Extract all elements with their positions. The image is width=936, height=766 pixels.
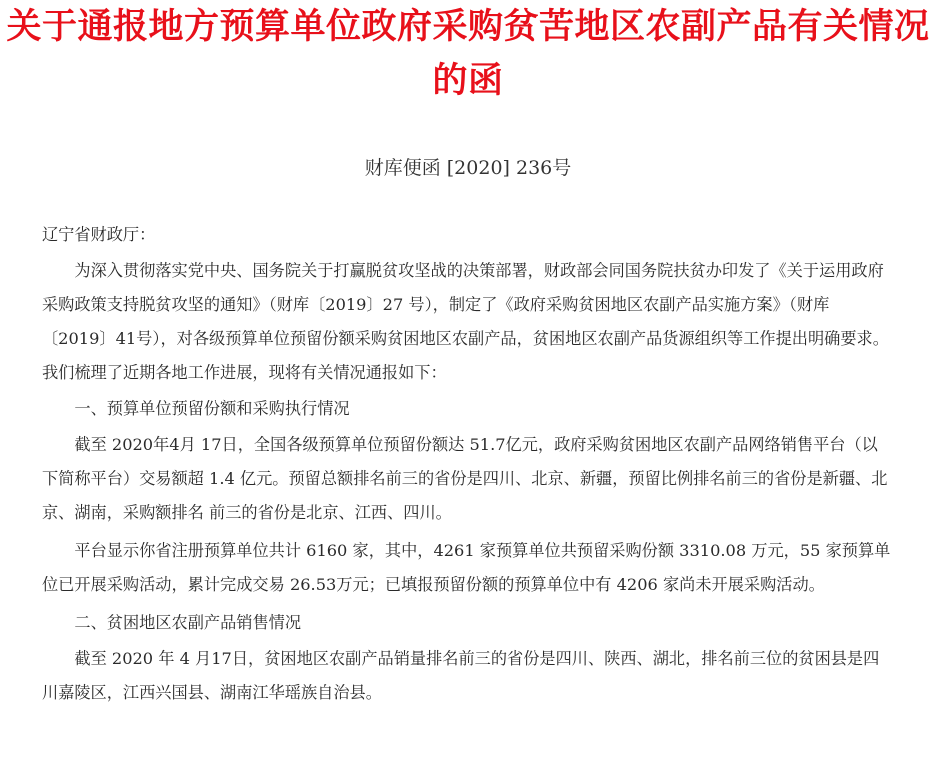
- document-number: 财库便函 [2020] 236号: [364, 157, 572, 179]
- paragraph-platform-stats: 平台显示你省注册预算单位共计 6160 家，其中，4261 家预算单位共预留采购份额 3310.08 万元，55 家预算单位已开展采购活动，累计完成交易 26.53万元；已填报预留份额的预算单位中有 4206 家尚未开展采购活动。: [42, 541, 891, 594]
- paragraph-sales: 截至 2020 年 4 月17日，贫困地区农副产品销量排名前三的省份是四川、陕西、湖北，排名前三位的贫困县是四川嘉陵区，江西兴国县、湖南江华瑶族自治县。: [42, 649, 880, 702]
- paragraph-budget-reservation: 截至 2020年4月 17日，全国各级预算单位预留份额达 51.7亿元，政府采购贫困地区农副产品网络销售平台（以下简称平台）交易额超 1.4 亿元。预留总额排名前三的省份是四川、北京、新疆，预留比例排名前三的省份是新疆、北京、湖南，采购额排名 前三的省份是北京、江西、四川。: [42, 435, 888, 522]
- document-body: [42, 218, 892, 710]
- section-heading-2: 二、贫困地区农副产品销售情况: [74, 613, 302, 632]
- section-heading-1: 一、预算单位预留份额和采购执行情况: [74, 399, 350, 418]
- paragraph-intro: 为深入贯彻落实党中央、国务院关于打赢脱贫攻坚战的决策部署，财政部会同国务院扶贫办印发了《关于运用政府采购政策支持脱贫攻坚的通知》（财库〔2019〕27 号），制定了《政府采购贫困地区农副产品实施方案》（财库〔2019〕41号），对各级预算单位预留份额采购贫困地区农副产品，贫困地区农副产品货源组织等工作提出明确要求。我们梳理了近期各地工作进展，现将有关情况通报如下：: [42, 261, 889, 382]
- salutation: 辽宁省财政厅：: [42, 225, 156, 244]
- document-title: 关于通报地方预算单位政府采购贫苦地区农副产品有关情况的函: [6, 6, 930, 101]
